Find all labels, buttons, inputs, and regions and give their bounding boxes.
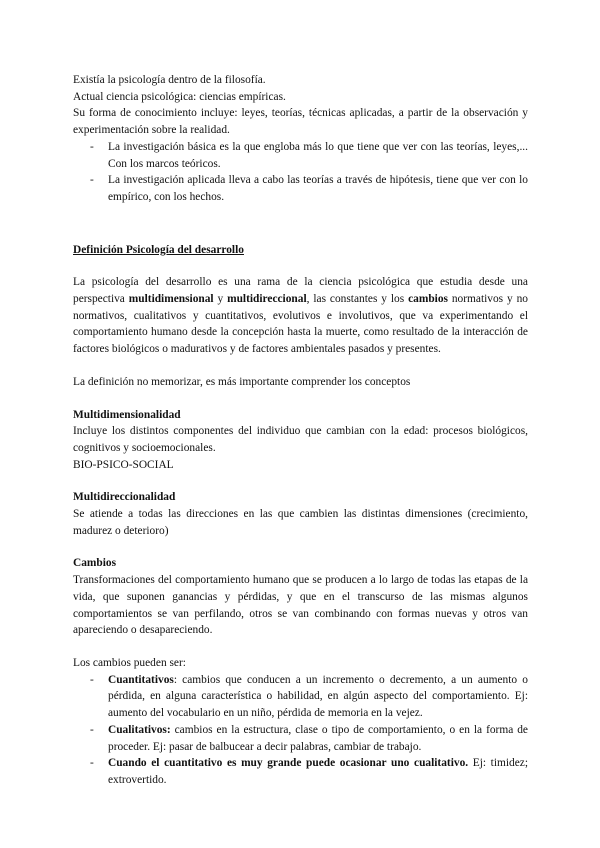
bio-psico-social-tag: BIO-PSICO-SOCIAL <box>73 458 174 471</box>
definition-paragraph: La psicología del desarrollo es una rama de la ciencia psicológica que estudia desde una perspectiva multidimensional y multidireccional, las constantes y los cambios normativos y no normativos, cualitativos y cuantitativos, evolutivos e involutivos, que va experimentando el comportamiento humano desde la concepción hasta la muerte, como resultado de la interacción de factores biológicos o madurativos y de factores ambientales pasados y presentes. <box>73 276 528 356</box>
type-text: : cambios que conducen a un incremento o decremento, a un aumento o pérdida, en alguna característica o habilidad, en algún aspecto del comportamiento. Ej: aumento del vocabulario en un niño, pérdida de memoria en la vejez. <box>108 673 528 720</box>
cambios-types-list <box>73 672 528 789</box>
intro-line-3: Su forma de conocimiento incluye: leyes, teorías, técnicas aplicadas, a partir de la observación y experimentación sobre la realidad. <box>73 107 528 137</box>
type-text: Ej: timidez; extrovertido. <box>108 757 528 786</box>
dash-bullet: - <box>90 757 94 770</box>
dash-bullet: - <box>90 174 94 187</box>
definition-heading: Definición Psicología del desarrollo <box>73 243 244 256</box>
multidireccionalidad-text: Se atiende a todas las direcciones en las que cambien las distintas dimensiones (crecimiento, madurez o deterioro) <box>73 508 528 537</box>
list-item <box>73 172 528 205</box>
research-list <box>73 139 528 206</box>
list-item <box>73 755 528 788</box>
definition-note: La definición no memorizar, es más importante comprender los conceptos <box>73 375 411 388</box>
list-item-text: La investigación básica es la que engloba más lo que tiene que ver con las teorías, leyes,... Con los marcos teóricos. <box>108 140 528 170</box>
intro-line-1: Existía la psicología dentro de la filosofía. <box>73 74 266 86</box>
multidimensionalidad-text: Incluye los distintos componentes del individuo que cambian con la edad: procesos biológicos, cognitivos y socioemocionales. <box>73 425 528 454</box>
type-text: cambios en la estructura, clase o tipo de comportamiento, o en la forma de proceder. Ej: pasar de balbucear a decir palabras, cambiar de trabajo. <box>108 723 528 753</box>
dash-bullet: - <box>90 140 94 153</box>
type-label: Cuantitativos <box>108 673 174 686</box>
cambios-heading: Cambios <box>73 557 117 570</box>
type-label: Cualitativos: <box>108 723 171 736</box>
list-item <box>73 139 528 172</box>
list-item-text: La investigación aplicada lleva a cabo las teorías a través de hipótesis, tiene que ver con lo empírico, con los hechos. <box>108 174 528 203</box>
dash-bullet: - <box>90 673 94 686</box>
multidireccionalidad-heading: Multidireccionalidad <box>73 491 176 504</box>
type-label: Cuando el cuantitativo es muy grande puede ocasionar uno cualitativo. <box>108 757 469 770</box>
multidimensionalidad-heading: Multidimensionalidad <box>73 408 181 421</box>
list-item <box>73 722 528 755</box>
document-page <box>73 72 528 789</box>
dash-bullet: - <box>90 723 94 736</box>
cambios-text: Transformaciones del comportamiento humano que se producen a lo largo de todas las etapas de la vida, que suponen ganancias y pérdidas, y que en el transcurso de las mismas algunos comportamientos se van perfilando, otros se van combinando con formas nuevas y otros van apareciendo o desapareciendo. <box>73 574 528 637</box>
cambios-types-intro: Los cambios pueden ser: <box>73 656 186 669</box>
intro-line-2: Actual ciencia psicológica: ciencias empíricas. <box>73 90 286 103</box>
list-item <box>73 672 528 722</box>
